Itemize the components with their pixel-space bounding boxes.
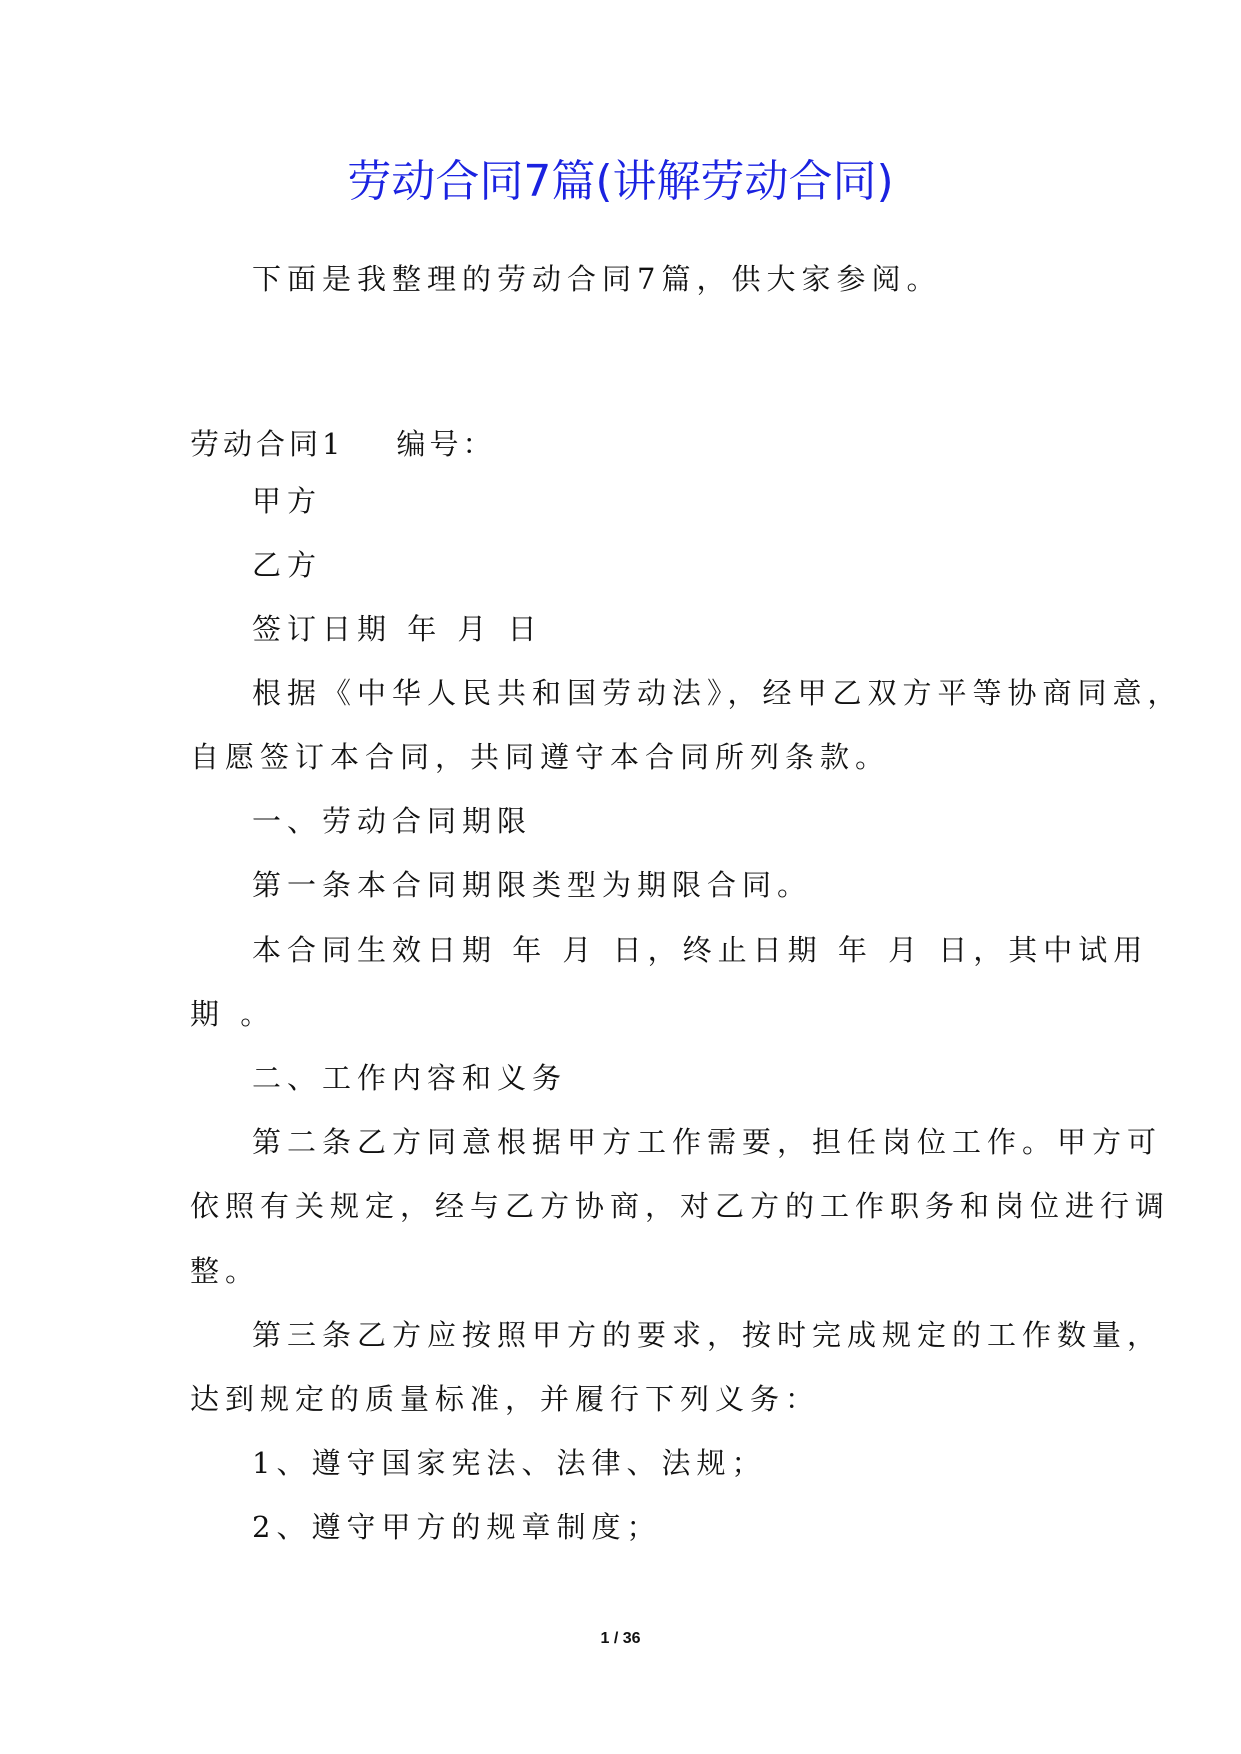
section-1-heading: 一、劳动合同期限 [252,804,533,838]
duty-2: 2、遵守甲方的规章制度； [252,1510,662,1544]
article-1: 第一条本合同期限类型为期限合同。 [252,868,813,902]
section-2-heading: 二、工作内容和义务 [252,1061,568,1095]
intro-paragraph: 下面是我整理的劳动合同7篇，供大家参阅。 [252,262,942,296]
party-b-line: 乙方 [252,548,323,582]
contract-header [190,424,495,464]
term-line-2: 期 。 [190,997,276,1031]
article-2-line-3: 整。 [190,1254,261,1288]
article-3-line-1: 第三条乙方应按照甲方的要求，按时完成规定的工作数量， [252,1318,1163,1352]
article-2-line-1: 第二条乙方同意根据甲方工作需要，担任岗位工作。甲方可 [252,1125,1163,1159]
sign-date-line: 签订日期 年 月 日 [252,612,543,646]
article-2-line-2: 依照有关规定，经与乙方协商，对乙方的工作职务和岗位进行调 [190,1189,1171,1223]
page-indicator: 1 / 36 [600,1630,641,1647]
article-3-line-2: 达到规定的质量标准，并履行下列义务： [190,1382,821,1416]
term-line-1: 本合同生效日期 年 月 日，终止日期 年 月 日，其中试用 [252,933,1149,967]
number-label: 编号： [396,427,496,461]
duty-1: 1、遵守国家宪法、法律、法规； [252,1446,767,1480]
contract-heading: 劳动合同1 [190,427,345,461]
document-title: 劳动合同7篇(讲解劳动合同) [347,156,894,207]
preamble-line-1: 根据《中华人民共和国劳动法》，经甲乙双方平等协商同意， [252,676,1183,710]
party-a-line: 甲方 [252,484,323,518]
preamble-line-2: 自愿签订本合同，共同遵守本合同所列条款。 [190,740,891,774]
